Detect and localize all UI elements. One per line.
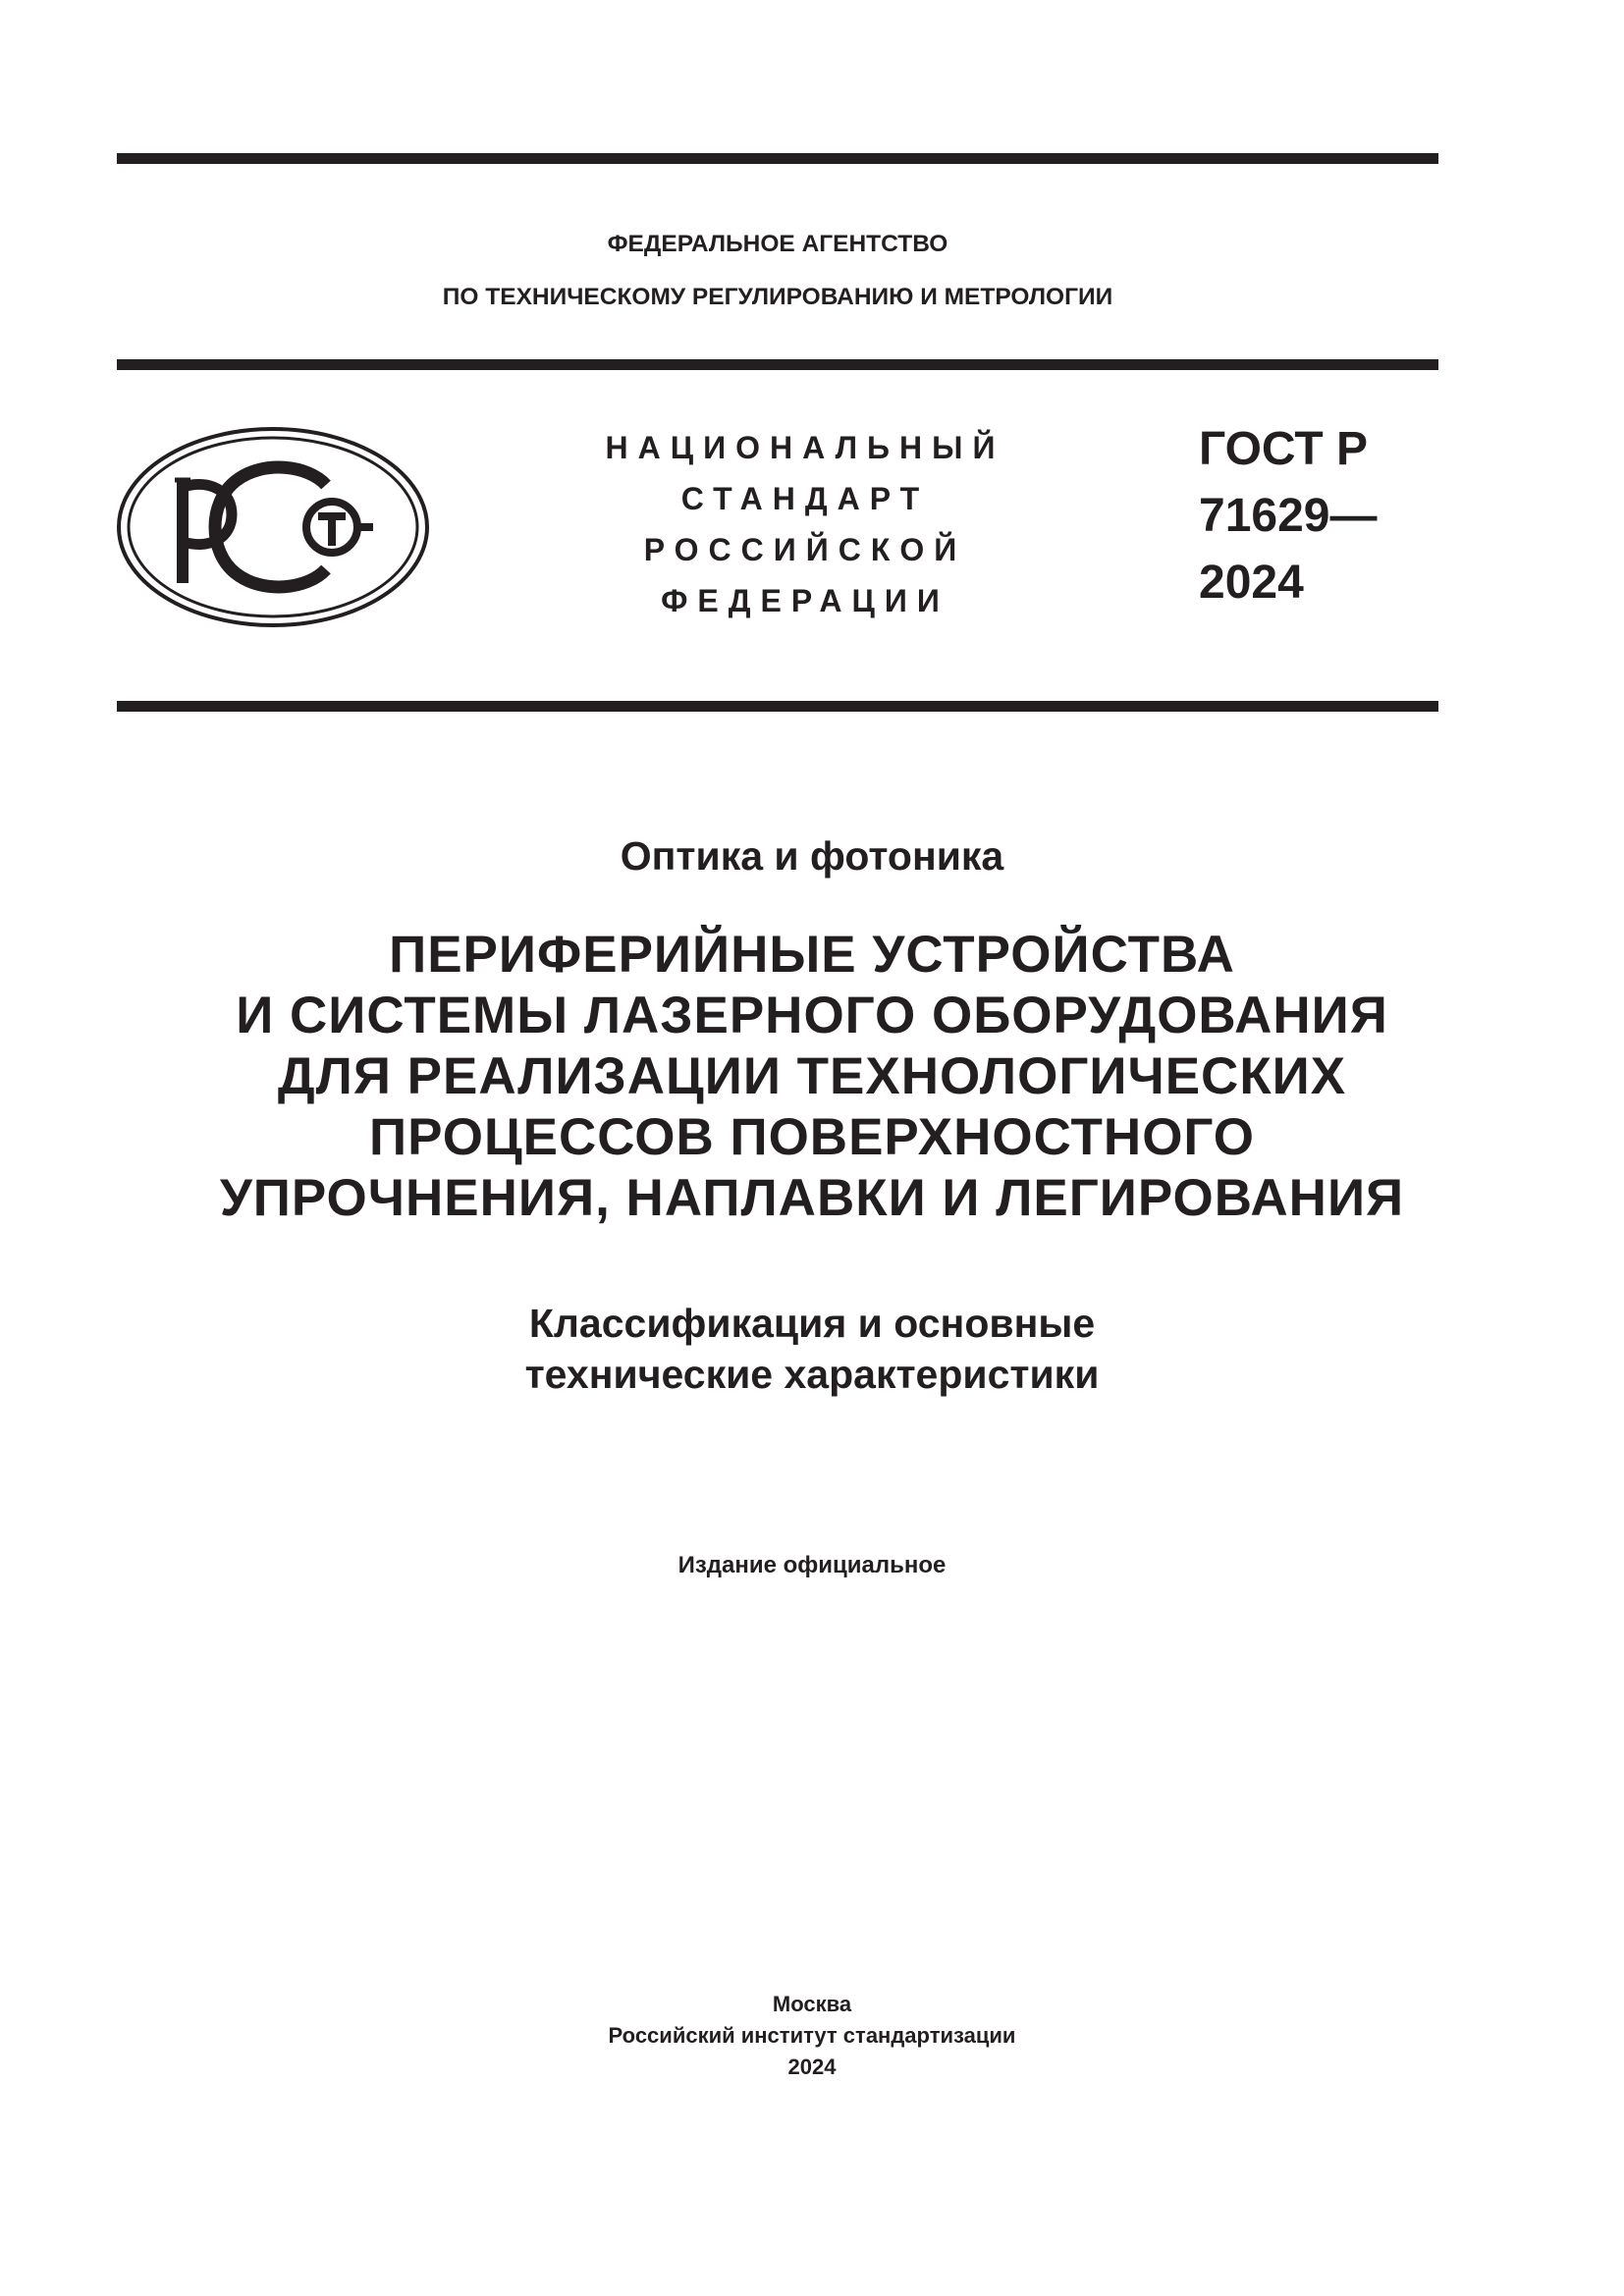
rst-certification-mark-icon [116,426,430,628]
standard-type-line-1: НАЦИОНАЛЬНЫЙ [605,430,1005,465]
subtitle-line-1: Классификация и основные [528,1301,1096,1346]
main-title-line-5: УПРОЧНЕНИЯ, НАПЛАВКИ И ЛЕГИРОВАНИЯ [219,1169,1405,1227]
designation-line-3: 2024 [1199,557,1304,609]
edition-note: Издание официальное [677,1552,947,1578]
header-divider [117,359,1438,370]
agency-name [117,218,1438,324]
main-title [59,925,1565,1229]
main-title-line-3: ДЛЯ РЕАЛИЗАЦИИ ТЕХНОЛОГИЧЕСКИХ [277,1047,1347,1105]
designation-line-2: 71629— [1199,490,1378,542]
standard-type-line-4: ФЕДЕРАЦИИ [661,583,949,618]
subtitle [0,1298,1624,1400]
designation-line-1: ГОСТ Р [1199,423,1369,475]
imprint-publisher: Российский институт стандартизации [608,2023,1016,2048]
agency-line-1: ФЕДЕРАЛЬНОЕ АГЕНТСТВО [607,231,948,257]
imprint-year: 2024 [787,2055,837,2079]
standard-type [550,422,1060,626]
main-title-line-1: ПЕРИФЕРИЙНЫЕ УСТРОЙСТВА [389,926,1235,984]
standard-type-line-2: СТАНДАРТ [680,481,930,516]
subtitle-line-2: технические характеристики [524,1352,1100,1397]
standard-type-line-3: РОССИЙСКОЙ [643,532,967,567]
imprint [0,1989,1624,2083]
main-title-line-4: ПРОЦЕССОВ ПОВЕРХНОСТНОГО [368,1108,1256,1166]
title-divider [117,701,1438,712]
agency-line-2: ПО ТЕХНИЧЕСКОМУ РЕГУЛИРОВАНИЮ И МЕТРОЛОГИИ [442,284,1113,310]
main-title-line-2: И СИСТЕМЫ ЛАЗЕРНОГО ОБОРУДОВАНИЯ [236,987,1388,1044]
series-title: Оптика и фотоника [620,833,1004,879]
top-divider [117,153,1438,164]
standard-designation [1199,416,1377,616]
imprint-city: Москва [772,1992,852,2016]
